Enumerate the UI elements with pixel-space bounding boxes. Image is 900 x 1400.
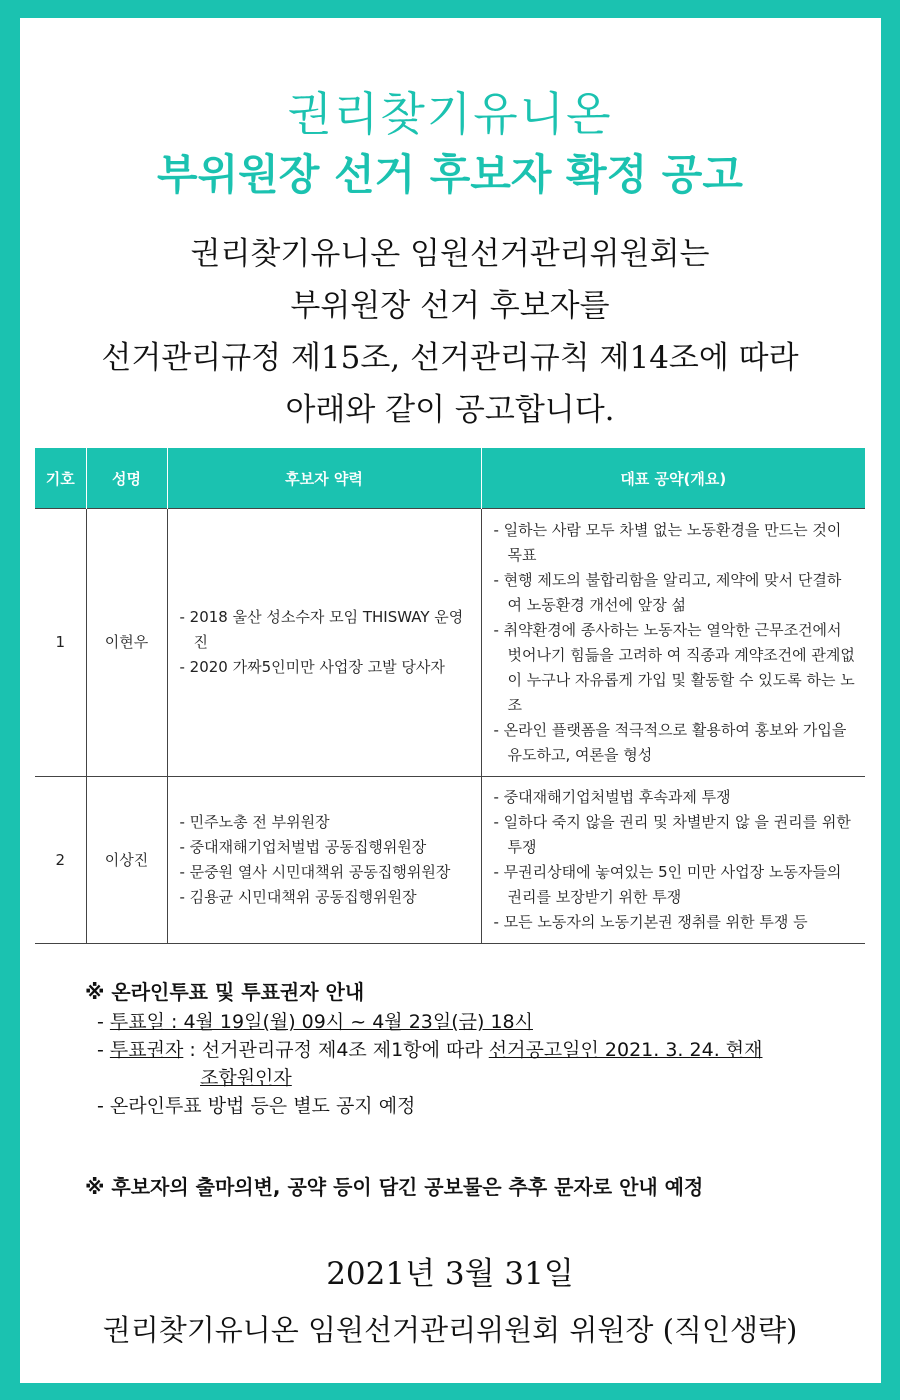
pledge-item: - 중대재해기업처벌법 후속과제 투쟁 — [493, 788, 731, 806]
career-item: - 민주노총 전 부위원장 — [179, 813, 330, 831]
voting-notice — [85, 978, 865, 1120]
intro-line: 부위원장 선거 후보자를 — [290, 288, 610, 324]
voter-line: - 투표권자 : 선거관리규정 제4조 제1항에 따라 선거공고일인 2021. 3. 24. 현재 — [97, 1039, 763, 1061]
pledge-item: - 일하다 죽지 않을 권리 및 차별받지 않 을 권리를 위한 투쟁 — [493, 813, 851, 856]
vote-day-value: : 4월 19일(월) 09시 ~ 4월 23일(금) 18시 — [164, 1011, 533, 1033]
voting-notice-title: ※ 온라인투표 및 투표권자 안내 — [85, 980, 365, 1004]
intro-line: 아래와 같이 공고합니다. — [285, 392, 615, 428]
header-pledge: 대표 공약(개요) — [481, 448, 865, 509]
bulletin-notice: ※ 후보자의 출마의변, 공약 등이 담긴 공보물은 추후 문자로 안내 예정 — [85, 1175, 704, 1199]
union-logo: 권리찾기유니온 — [287, 87, 613, 141]
voter-line-cont — [85, 1064, 865, 1092]
pledge-item: - 취약환경에 종사하는 노동자는 열악한 근무조건에서 벗어나기 힘듦을 고려하 여 직종과 계약조건에 관계없이 누구나 자유롭게 가입 및 활동할 수 있도록 하는 노조 — [493, 620, 855, 714]
vote-day-label: 투표일 — [109, 1011, 165, 1033]
intro-paragraph — [0, 228, 900, 436]
page-title: 부위원장 선거 후보자 확정 공고 — [157, 150, 743, 199]
notice-date: 2021년 3월 31일 — [326, 1256, 574, 1292]
pledge-item: - 현행 제도의 불합리함을 알리고, 제약에 맞서 단결하여 노동환경 개선에 앞장 섦 — [493, 570, 842, 614]
pledge-item: - 무권리상태에 놓여있는 5인 미만 사업장 노동자들의 권리를 보장받기 위한 투쟁 — [493, 863, 842, 906]
method-line: - 온라인투표 방법 등은 별도 공지 예정 — [97, 1095, 416, 1117]
candidate-name: 이현우 — [86, 509, 167, 777]
voter-text: : 선거관리규정 제4조 제1항에 따라 — [183, 1039, 489, 1061]
candidate-number: 1 — [35, 509, 86, 777]
candidate-table — [35, 448, 865, 944]
header-career: 후보자 약력 — [167, 448, 481, 509]
vote-day-line: - 투표일 : 4월 19일(월) 09시 ~ 4월 23일(금) 18시 — [97, 1011, 533, 1033]
voter-cont: 조합원인자 — [200, 1067, 292, 1089]
intro-line: 선거관리규정 제15조, 선거관리규칙 제14조에 따라 — [101, 340, 799, 376]
pledge-item: - 일하는 사람 모두 차별 없는 노동환경을 만드는 것이 목표 — [493, 520, 842, 564]
career-item: - 김용균 시민대책위 공동집행위원장 — [179, 888, 417, 906]
career-item: - 2018 울산 성소수자 모임 THISWAY 운영진 — [179, 608, 464, 651]
pledge-item: - 모든 노동자의 노동기본권 쟁취를 위한 투쟁 등 — [493, 913, 808, 931]
table-row — [35, 777, 865, 944]
candidate-number: 2 — [35, 777, 86, 944]
table-row — [35, 509, 865, 777]
candidate-pledges — [481, 777, 865, 944]
candidate-career — [167, 777, 481, 944]
candidate-name: 이상진 — [86, 777, 167, 944]
career-item: - 2020 가짜5인미만 사업장 고발 당사자 — [179, 658, 445, 676]
voter-underlined: 선거공고일인 2021. 3. 24. 현재 — [488, 1039, 763, 1061]
header-number: 기호 — [35, 448, 86, 509]
header-name: 성명 — [86, 448, 167, 509]
career-item: - 문중원 열사 시민대책위 공동집행위원장 — [179, 863, 451, 881]
pledge-item: - 온라인 플랫폼을 적극적으로 활용하여 홍보와 가입을 유도하고, 여론을 형성 — [493, 720, 847, 764]
candidate-pledges — [481, 509, 865, 777]
vote-day-text — [110, 1011, 533, 1033]
voter-label: 투표권자 — [109, 1039, 184, 1061]
notice-sheet — [20, 18, 881, 1383]
table-header-row — [35, 448, 865, 509]
signature: 권리찾기유니온 임원선거관리위원회 위원장 (직인생략) — [102, 1313, 798, 1347]
candidate-career — [167, 509, 481, 777]
career-item: - 중대재해기업처벌법 공동집행위원장 — [179, 838, 427, 856]
intro-line: 권리찾기유니온 임원선거관리위원회는 — [190, 236, 710, 272]
